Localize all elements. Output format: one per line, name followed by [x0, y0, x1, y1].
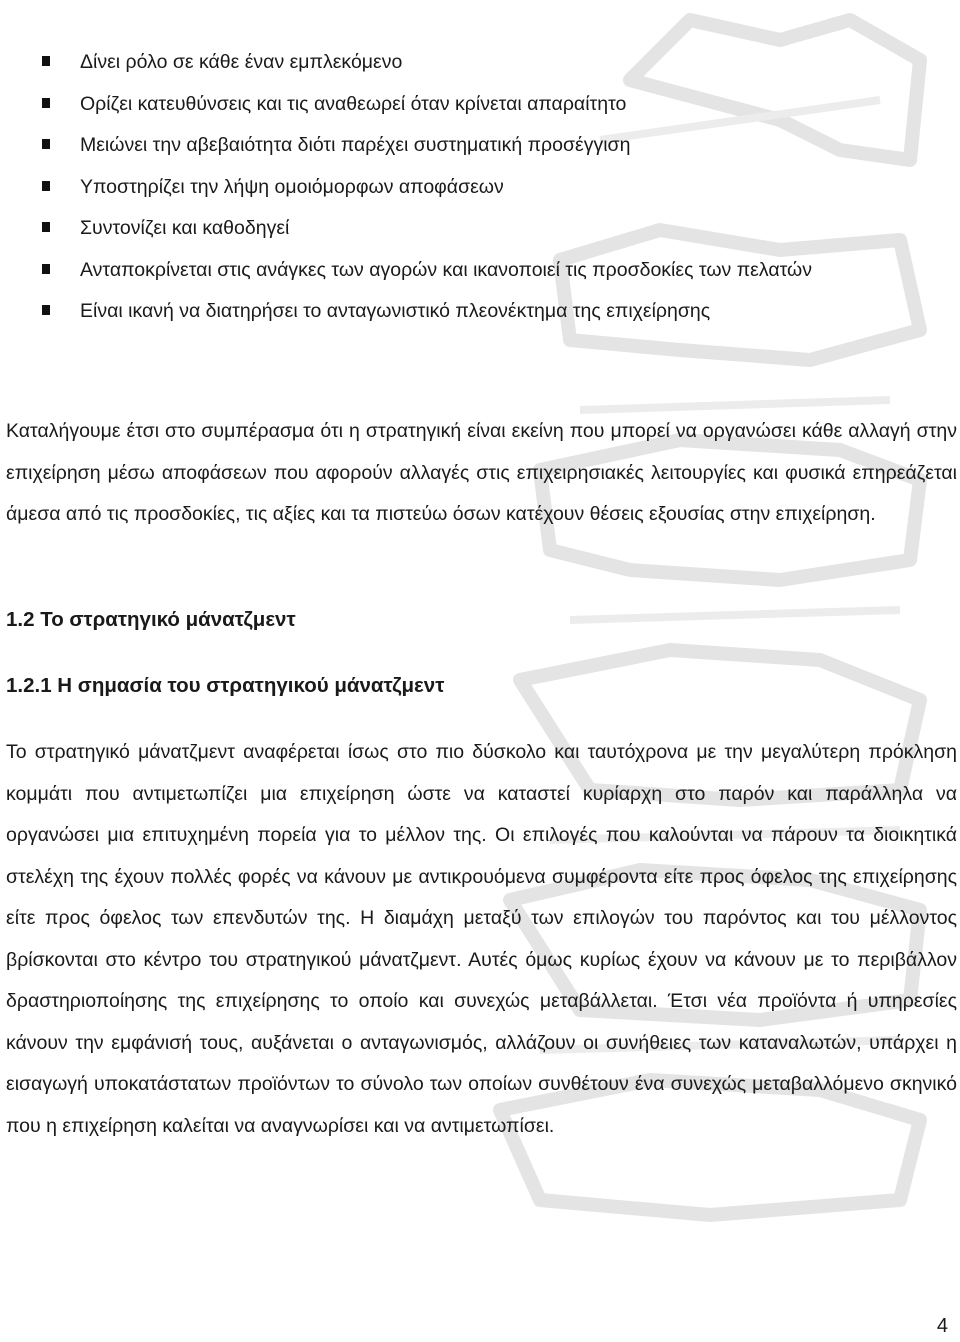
list-item: [0, 250, 960, 292]
list-item-text: Υποστηρίζει την λήψη ομοιόμορφων αποφάσεων: [80, 175, 504, 198]
list-item: [0, 291, 960, 333]
square-bullet-icon: [42, 98, 50, 108]
list-item: [0, 167, 960, 209]
list-item-text: Μειώνει την αβεβαιότητα διότι παρέχει συστηματική προσέγγιση: [80, 134, 631, 156]
square-bullet-icon: [42, 181, 50, 191]
page-number: 4: [936, 1315, 948, 1337]
bullet-list: [0, 42, 960, 333]
square-bullet-icon: [42, 139, 50, 149]
list-item-text: Δίνει ρόλο σε κάθε έναν εμπλεκόμενο: [80, 51, 403, 73]
body-paragraph: Το στρατηγικό μάνατζμεντ αναφέρεται ίσως στο πιο δύσκολο και ταυτόχρονα με την μεγαλύτερη πρόκληση κομμάτι που αντιμετωπίζει μια επιχείρηση ώστε να καταστεί κυρίαρχη στο παρόν και παράλληλα να οργανώσει μια επιτυχημένη πορεία για το μέλλον της. Οι επιλογές που καλούνται να πάρουν τα διοικητικά στελέχη της έχουν πολλές φορές να κάνουν με αντικρουόμενα συμφέροντα είτε προς όφελος της επιχείρησης είτε προς όφελος των επενδυτών της. Η διαμάχη μεταξύ των επιλογών του παρόντος και του μέλλοντος βρίσκονται στο κέντρο του στρατηγικού μάνατζμεντ. Αυτές όμως κυρίως έχουν να κάνουν με το περιβάλλον δραστηριοποίησης της επιχείρησης το οποίο και συνεχώς μεταβάλλεται. Έτσι νέα προϊόντα ή υπηρεσίες κάνουν την εμφάνισή τους, αυξάνεται ο ανταγωνισμός, αλλάζουν οι συνήθειες των καταναλωτών, υπάρχει η εισαγωγή υποκατάστατων προϊόντων το σύνολο των οποίων συνθέτουν ένα συνεχώς μεταβαλλόμενο σκηνικό που η επιχείρηση καλείται να αναγνωρίσει και να αντιμετωπίσει.: [6, 741, 957, 1137]
conclusion-paragraph: Καταλήγουμε έτσι στο συμπέρασμα ότι η στρατηγική είναι εκείνη που μπορεί να οργανώσει κάθε αλλαγή στην επιχείρηση μέσω αποφάσεων που αφορούν αλλαγές στις επιχειρησιακές λειτουργίες και φυσικά επηρεάζεται άμεσα από τις προσδοκίες, τις αξίες και τα πιστεύω όσων κατέχουν θέσεις εξουσίας στην επιχείρηση.: [6, 420, 957, 525]
square-bullet-icon: [42, 264, 50, 274]
list-item-text: Ορίζει κατευθύνσεις και τις αναθεωρεί όταν κρίνεται απαραίτητο: [80, 92, 627, 115]
list-item: [0, 125, 960, 167]
list-item-text: Ανταποκρίνεται στις ανάγκες των αγορών και ικανοποιεί τις προσδοκίες των πελατών: [80, 258, 812, 281]
list-item: [0, 84, 960, 126]
square-bullet-icon: [42, 56, 50, 66]
section-heading: 1.2 Το στρατηγικό μάνατζμεντ: [6, 608, 296, 631]
square-bullet-icon: [42, 222, 50, 232]
list-item: [0, 42, 960, 84]
list-item: [0, 208, 960, 250]
list-item-text: Είναι ικανή να διατηρήσει το ανταγωνιστικό πλεονέκτημα της επιχείρησης: [80, 300, 711, 322]
list-item-text: Συντονίζει και καθοδηγεί: [80, 217, 290, 239]
square-bullet-icon: [42, 305, 50, 315]
subsection-heading: 1.2.1 Η σημασία του στρατηγικού μάνατζμεντ: [6, 674, 445, 697]
